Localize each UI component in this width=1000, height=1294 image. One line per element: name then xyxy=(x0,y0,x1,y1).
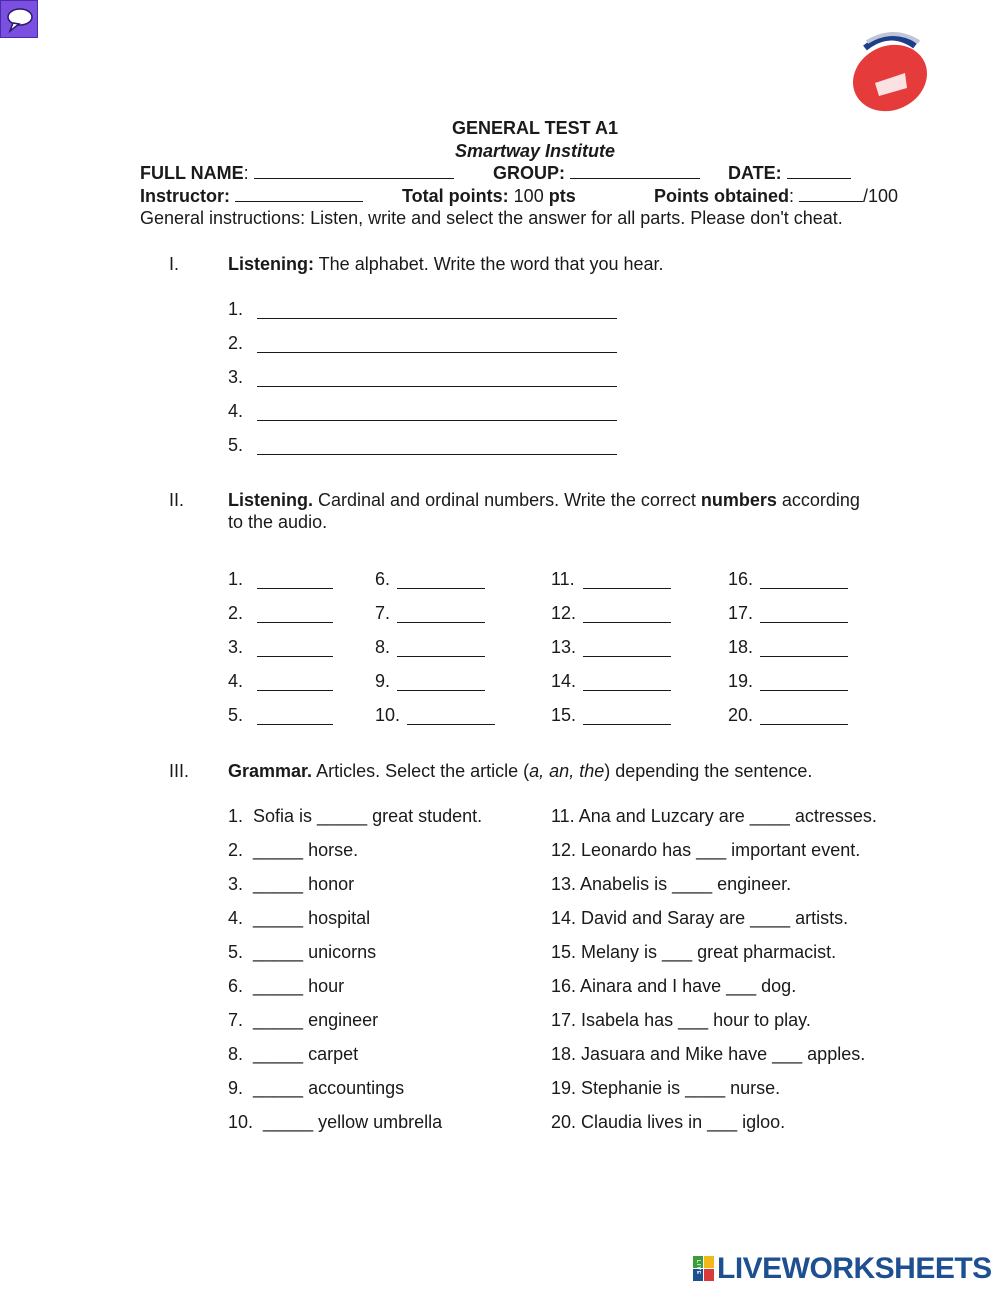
numbers-item-number: 3. xyxy=(228,637,244,657)
institute-subtitle: Smartway Institute xyxy=(454,141,616,161)
test-title: GENERAL TEST A1 xyxy=(451,118,619,138)
article-sentence[interactable]: 11. Ana and Luzcary are ____ actresses. xyxy=(551,806,877,826)
numbers-item-number: 2. xyxy=(228,603,244,623)
article-sentence[interactable]: 20. Claudia lives in ___ igloo. xyxy=(551,1112,786,1132)
numbers-answer-field[interactable] xyxy=(583,642,671,657)
section2-heading: Listening. Cardinal and ordinal numbers. Write the correct numbers according xyxy=(228,490,860,510)
numbers-answer-field[interactable] xyxy=(760,608,848,623)
listening-answer-field[interactable] xyxy=(257,372,617,387)
group-row: GROUP: xyxy=(493,163,700,184)
article-sentence[interactable]: 12. Leonardo has ___ important event. xyxy=(551,840,861,860)
numbers-item-number: 6. xyxy=(375,569,391,589)
listening-item-number: 5. xyxy=(228,435,244,455)
article-sentence[interactable]: 10. _____ yellow umbrella xyxy=(228,1112,443,1132)
numbers-item-number: 20. xyxy=(728,705,754,725)
numbers-item-number: 19. xyxy=(728,671,754,691)
listening-answer-field[interactable] xyxy=(257,338,617,353)
article-sentence[interactable]: 15. Melany is ___ great pharmacist. xyxy=(551,942,837,962)
numbers-answer-field[interactable] xyxy=(257,710,333,725)
numbers-item-number: 10. xyxy=(375,705,401,725)
numbers-item-number: 16. xyxy=(728,569,754,589)
numbers-answer-field[interactable] xyxy=(760,710,848,725)
listening-item-number: 1. xyxy=(228,299,244,319)
article-sentence[interactable]: 8. _____ carpet xyxy=(228,1044,359,1064)
numbers-answer-field[interactable] xyxy=(257,608,333,623)
article-sentence[interactable]: 19. Stephanie is ____ nurse. xyxy=(551,1078,781,1098)
numbers-answer-field[interactable] xyxy=(397,608,485,623)
numbers-item-number: 12. xyxy=(551,603,577,623)
points-obtained-field[interactable] xyxy=(799,187,863,202)
numbers-answer-field[interactable] xyxy=(257,676,333,691)
full-name-field[interactable] xyxy=(254,164,454,179)
numbers-item-number: 9. xyxy=(375,671,391,691)
numbers-answer-field[interactable] xyxy=(397,574,485,589)
general-instructions: General instructions: Listen, write and select the answer for all parts. Please don't cheat. xyxy=(140,208,843,228)
article-sentence[interactable]: 13. Anabelis is ____ engineer. xyxy=(551,874,792,894)
numbers-item-number: 8. xyxy=(375,637,391,657)
section3-heading: Grammar. Articles. Select the article (a, an, the) depending the sentence. xyxy=(228,761,813,781)
section2-heading-cont: to the audio. xyxy=(228,512,328,532)
article-sentence[interactable]: 17. Isabela has ___ hour to play. xyxy=(551,1010,811,1030)
section1-roman: I. xyxy=(169,254,180,274)
numbers-item-number: 7. xyxy=(375,603,391,623)
article-sentence[interactable]: 16. Ainara and I have ___ dog. xyxy=(551,976,797,996)
section3-roman: III. xyxy=(169,761,190,781)
numbers-item-number: 17. xyxy=(728,603,754,623)
listening-item-number: 2. xyxy=(228,333,244,353)
numbers-answer-field[interactable] xyxy=(397,642,485,657)
article-sentence[interactable]: 6. _____ hour xyxy=(228,976,345,996)
article-sentence[interactable]: 18. Jasuara and Mike have ___ apples. xyxy=(551,1044,866,1064)
article-sentence[interactable]: 3. _____ honor xyxy=(228,874,355,894)
section1-heading: Listening: The alphabet. Write the word that you hear. xyxy=(228,254,664,274)
numbers-answer-field[interactable] xyxy=(257,642,333,657)
article-sentence[interactable]: 4. _____ hospital xyxy=(228,908,371,928)
section2-roman: II. xyxy=(169,490,185,510)
numbers-answer-field[interactable] xyxy=(760,642,848,657)
instructor-row: Instructor: xyxy=(140,186,363,207)
listening-item-number: 4. xyxy=(228,401,244,421)
numbers-answer-field[interactable] xyxy=(583,710,671,725)
numbers-answer-field[interactable] xyxy=(583,574,671,589)
article-sentence[interactable]: 5. _____ unicorns xyxy=(228,942,377,962)
date-row: DATE: xyxy=(728,163,851,184)
numbers-answer-field[interactable] xyxy=(397,676,485,691)
numbers-item-number: 11. xyxy=(551,569,575,589)
numbers-answer-field[interactable] xyxy=(760,574,848,589)
total-points: Total points: 100 pts xyxy=(402,186,576,206)
institute-logo xyxy=(845,28,935,118)
numbers-answer-field[interactable] xyxy=(407,710,495,725)
numbers-answer-field[interactable] xyxy=(583,608,671,623)
full-name-row: FULL NAME: xyxy=(140,163,454,184)
date-field[interactable] xyxy=(787,164,851,179)
listening-answer-field[interactable] xyxy=(257,440,617,455)
numbers-item-number: 15. xyxy=(551,705,577,725)
numbers-item-number: 1. xyxy=(228,569,244,589)
points-obtained-row: Points obtained: /100 xyxy=(654,186,899,206)
article-sentence[interactable]: 7. _____ engineer xyxy=(228,1010,379,1030)
numbers-item-number: 4. xyxy=(228,671,244,691)
numbers-item-number: 5. xyxy=(228,705,244,725)
article-sentence[interactable]: 1. Sofia is _____ great student. xyxy=(228,806,483,826)
numbers-item-number: 13. xyxy=(551,637,577,657)
listening-answer-field[interactable] xyxy=(257,406,617,421)
liveworksheets-badge: LIVE xyxy=(695,1260,701,1276)
listening-item-number: 3. xyxy=(228,367,244,387)
numbers-answer-field[interactable] xyxy=(583,676,671,691)
numbers-item-number: 14. xyxy=(551,671,577,691)
chat-button[interactable] xyxy=(0,0,38,38)
numbers-answer-field[interactable] xyxy=(760,676,848,691)
article-sentence[interactable]: 9. _____ accountings xyxy=(228,1078,405,1098)
numbers-answer-field[interactable] xyxy=(257,574,333,589)
liveworksheets-brand: LIVEWORKSHEETS xyxy=(717,1252,992,1285)
instructor-field[interactable] xyxy=(235,187,363,202)
article-sentence[interactable]: 2. _____ horse. xyxy=(228,840,359,860)
article-sentence[interactable]: 14. David and Saray are ____ artists. xyxy=(551,908,849,928)
group-field[interactable] xyxy=(570,164,700,179)
numbers-item-number: 18. xyxy=(728,637,754,657)
listening-answer-field[interactable] xyxy=(257,304,617,319)
speech-bubble-icon xyxy=(1,1,39,39)
